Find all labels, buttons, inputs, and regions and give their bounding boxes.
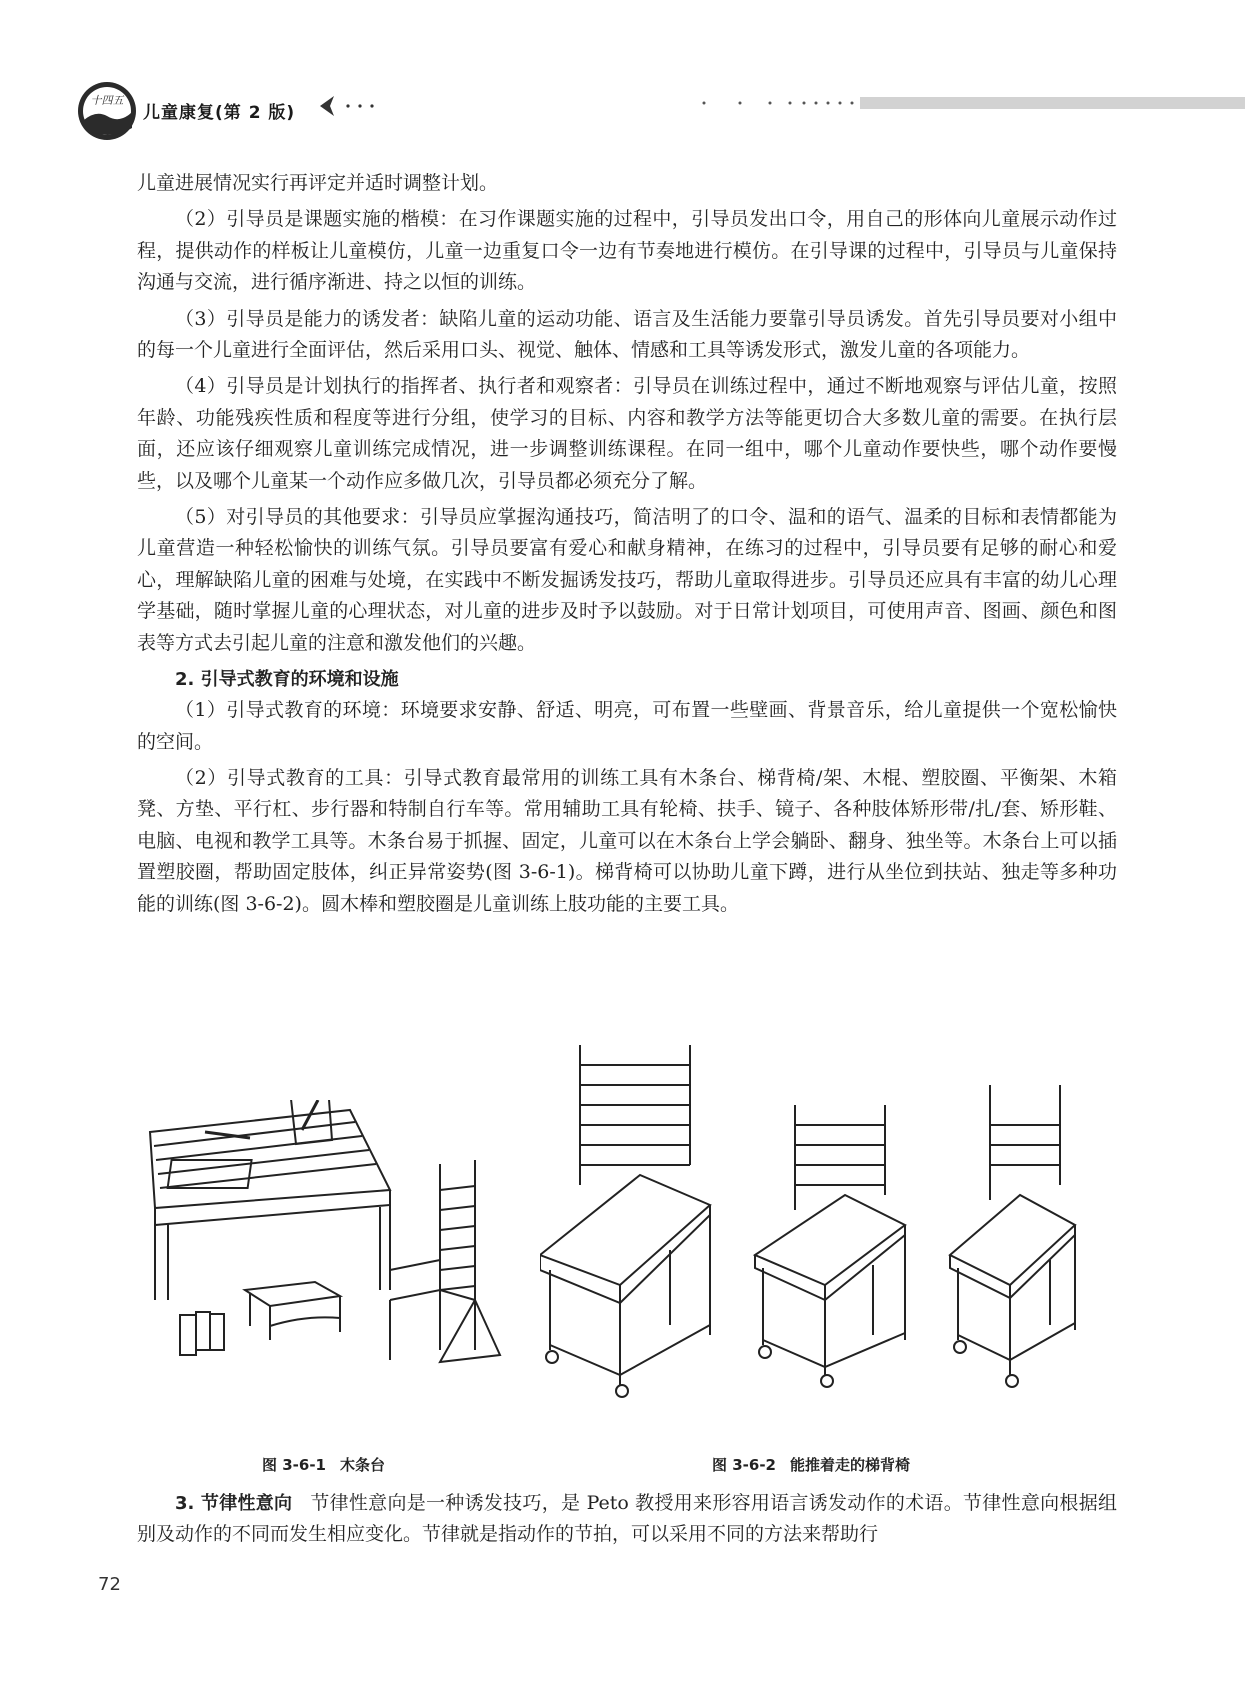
ladder-chair-medium: [755, 1105, 905, 1387]
paragraph-rhythmic-intention: [137, 1488, 1117, 1551]
logo-text: 十四五: [90, 94, 124, 107]
arrow-decoration-icon: [318, 94, 388, 118]
dots-decoration-icon: [700, 98, 860, 108]
paragraph-commander: （4）引导员是计划执行的指挥者、执行者和观察者：引导员在训练过程中，通过不断地观察与评估儿童，按照年龄、功能残疾性质和程度等进行分组，使学习的目标、内容和教学方法等能更切合大多数儿童的需要。在执行层面，还应该仔细观察儿童训练完成情况，进一步调整训练课程。在同一组中，哪个儿童动作要快些，哪个动作要慢些，以及哪个儿童某一个动作应多做几次，引导员都必须充分了解。: [137, 375, 1117, 492]
rhythmic-text: 节律性意向是一种诱发技巧，是 Peto 教授用来形容用语言诱发动作的术语。节律性意向根据组别及动作的不同而发生相应变化。节律就是指动作的节拍，可以采用不同的方法来帮助行: [137, 1492, 1117, 1546]
figure-2-number: 图 3-6-2: [712, 1456, 776, 1474]
paragraph-tools: （2）引导式教育的工具：引导式教育最常用的训练工具有木条台、梯背椅/架、木棍、塑胶圈、平衡架、木箱凳、方垫、平行杠、步行器和特制自行车等。常用辅助工具有轮椅、扶手、镜子、各种肢体矫形带/扎/套、矫形鞋、电脑、电视和教学工具等。木条台易于抓握、固定，儿童可以在木条台上学会躺卧、翻身、独坐等。木条台上可以插置塑胶圈，帮助固定肢体，纠正异常姿势(图 3-6-1)。梯背椅可以协助儿童下蹲，进行从坐位到扶站、独走等多种功能的训练(图 3-6-2)。圆木棒和塑胶圈是儿童训练上肢功能的主要工具。: [137, 766, 1117, 915]
book-title: 儿童康复(第 2 版): [143, 103, 296, 123]
header-bar: [860, 97, 1245, 109]
ladder-chair-tall: [540, 1045, 710, 1397]
page-header: [0, 0, 1245, 150]
paragraph-inducer: （3）引导员是能力的诱发者：缺陷儿童的运动功能、语言及生活能力要靠引导员诱发。首先引导员要对小组中的每一个儿童进行全面评估，然后采用口头、视觉、触体、情感和工具等诱发形式，激发儿童的各项能力。: [137, 307, 1117, 362]
paragraph-other-requirements: （5）对引导员的其他要求：引导员应掌握沟通技巧，简洁明了的口令、温和的语气、温柔的目标和表情都能为儿童营造一种轻松愉快的训练气氛。引导员要富有爱心和献身精神，在练习的过程中，引导员要有足够的耐心和爱心，理解缺陷儿童的困难与处境，在实践中不断发掘诱发技巧，帮助儿童取得进步。引导员还应具有丰富的幼儿心理学基础，随时掌握儿童的心理状态，对儿童的进步及时予以鼓励。对于日常计划项目，可使用声音、图画、颜色和图表等方式去引起儿童的注意和激发他们的兴趣。: [137, 506, 1117, 654]
figure-2-title: 能推着走的梯背椅: [790, 1456, 911, 1474]
slat-table-illustration: [140, 1100, 520, 1400]
figure-1-number: 图 3-6-1: [262, 1456, 326, 1474]
paragraph-role-model: （2）引导员是课题实施的楷模：在习作课题实施的过程中，引导员发出口令，用自己的形体向儿童展示动作过程，提供动作的样板让儿童模仿，儿童一边重复口令一边有节奏地进行模仿。在引导课的过程中，引导员与儿童保持沟通与交流，进行循序渐进、持之以恒的训练。: [137, 208, 1117, 294]
section-heading-rhythmic: 3. 节律性意向: [175, 1493, 293, 1514]
figure-slat-table: [140, 1100, 520, 1400]
body-text: [137, 168, 1117, 920]
ladder-chair-short: [950, 1085, 1075, 1387]
figure-1-title: 木条台: [340, 1456, 386, 1474]
paragraph-continuation: 儿童进展情况实行再评定并适时调整计划。: [137, 172, 499, 194]
paragraph-environment: （1）引导式教育的环境：环境要求安静、舒适、明亮，可布置一些壁画、背景音乐，给儿童提供一个宽松愉快的空间。: [137, 699, 1117, 753]
figure-caption-2: [712, 1454, 910, 1475]
ladder-chairs-illustration: [540, 1045, 1110, 1425]
page-number: 72: [98, 1574, 121, 1595]
section-rhythmic-intention: [137, 1488, 1117, 1551]
figure-caption-1: [262, 1454, 385, 1475]
figure-ladder-back-chairs: [540, 1045, 1110, 1425]
series-logo-icon: [76, 80, 138, 142]
section-heading-environment: 2. 引导式教育的环境和设施: [175, 669, 399, 691]
